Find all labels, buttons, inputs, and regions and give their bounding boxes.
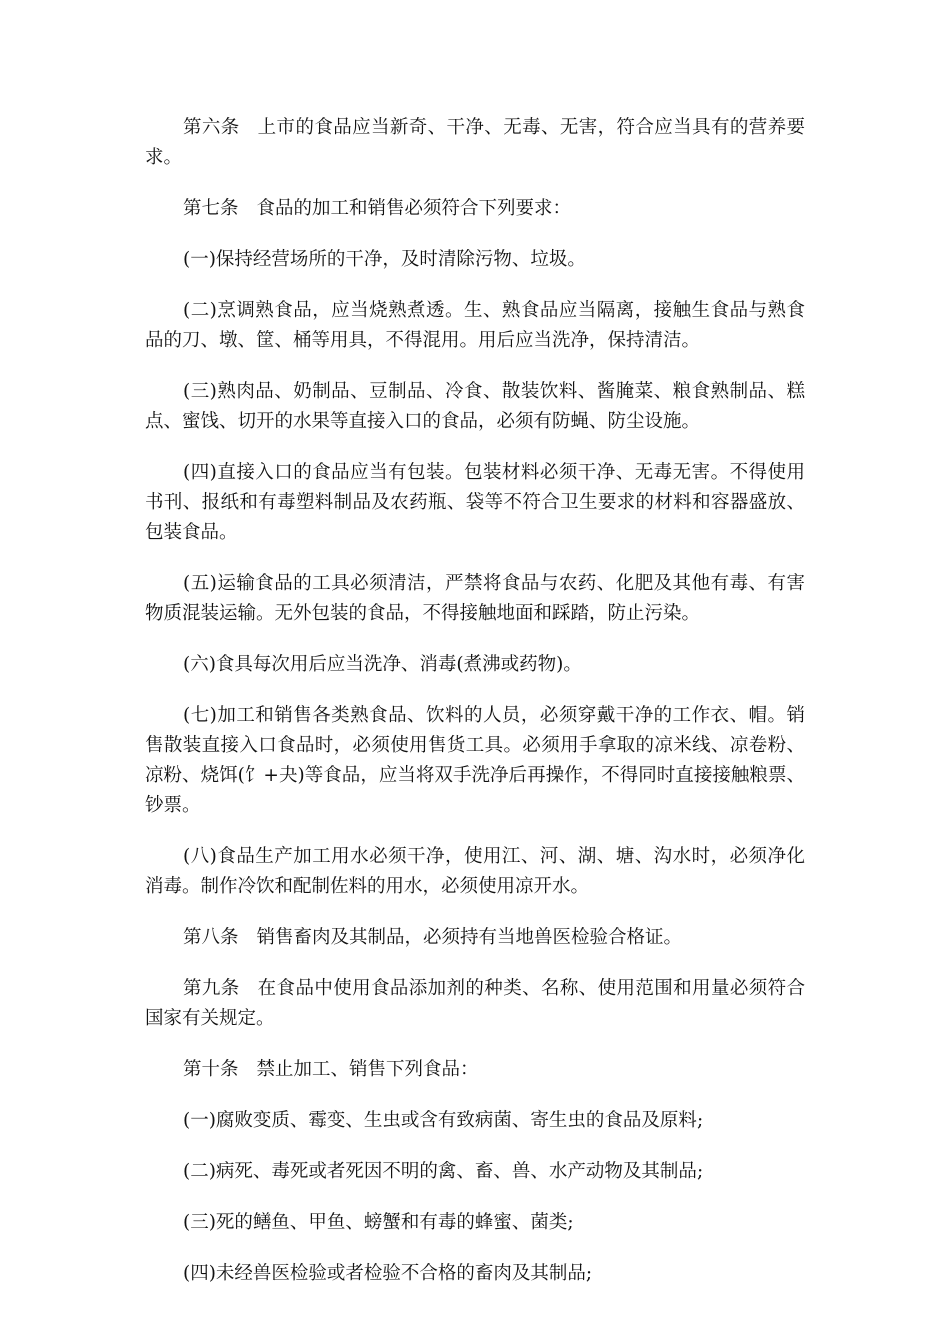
paragraph-text: 上市的食品应当新奇、干净、无毒、无害，符合应当具有的营养要求。 — [145, 117, 805, 168]
article-7-item-6 — [145, 650, 805, 680]
article-10-item-1 — [145, 1106, 805, 1136]
paragraph-text: (四)未经兽医检验或者检验不合格的畜肉及其制品; — [183, 1263, 593, 1284]
article-9-paragraph — [145, 974, 805, 1034]
paragraph-text: 禁止加工、销售下列食品： — [256, 1059, 479, 1080]
article-6-paragraph — [145, 113, 805, 173]
paragraph-text: (三)熟肉品、奶制品、豆制品、冷食、散装饮料、酱腌菜、粮食熟制品、糕点、蜜饯、切开的水果等直接入口的食品，必须有防蝇、防尘设施。 — [145, 381, 805, 432]
paragraph-text: (八)食品生产加工用水必须干净，使用江、河、湖、塘、沟水时，必须净化消毒。制作冷饮和配制佐料的用水，必须使用凉开水。 — [145, 846, 805, 897]
article-7-item-8 — [145, 842, 805, 902]
paragraph-text: 销售畜肉及其制品，必须持有当地兽医检验合格证。 — [256, 927, 683, 948]
article-number: 第十条 — [183, 1059, 239, 1080]
paragraph-text: (二)病死、毒死或者死因不明的禽、畜、兽、水产动物及其制品; — [183, 1161, 704, 1182]
article-number: 第六条 — [183, 117, 240, 138]
paragraph-text: (三)死的鳝鱼、甲鱼、螃蟹和有毒的蜂蜜、菌类; — [183, 1212, 574, 1233]
article-10-paragraph — [145, 1055, 805, 1085]
article-10-item-2 — [145, 1157, 805, 1187]
article-number: 第七条 — [183, 198, 239, 219]
article-7-item-2 — [145, 296, 805, 356]
paragraph-text: (二)烹调熟食品，应当烧熟煮透。生、熟食品应当隔离，接触生食品与熟食品的刀、墩、筐、桶等用具，不得混用。用后应当洗净，保持清洁。 — [145, 300, 805, 351]
paragraph-text: 食品的加工和销售必须符合下列要求： — [256, 198, 572, 219]
article-number: 第八条 — [183, 927, 239, 948]
article-7-item-3 — [145, 377, 805, 437]
paragraph-text: (六)食具每次用后应当洗净、消毒(煮沸或药物)。 — [183, 654, 582, 675]
article-7-item-1 — [145, 245, 805, 275]
article-10-item-3 — [145, 1208, 805, 1238]
paragraph-text: (五)运输食品的工具必须清洁，严禁将食品与农药、化肥及其他有毒、有害物质混装运输。无外包装的食品，不得接触地面和踩踏，防止污染。 — [145, 573, 805, 624]
article-7-item-7 — [145, 701, 805, 821]
article-number: 第九条 — [183, 978, 240, 999]
paragraph-text: (一)腐败变质、霉变、生虫或含有致病菌、寄生虫的食品及原料; — [183, 1110, 704, 1131]
paragraph-text: (四)直接入口的食品应当有包装。包装材料必须干净、无毒无害。不得使用书刊、报纸和有毒塑料制品及农药瓶、袋等不符合卫生要求的材料和容器盛放、包装食品。 — [145, 462, 805, 543]
document-page — [145, 113, 805, 1310]
paragraph-text: (一)保持经营场所的干净，及时清除污物、垃圾。 — [183, 249, 586, 270]
article-7-item-5 — [145, 569, 805, 629]
paragraph-text: 在食品中使用食品添加剂的种类、名称、使用范围和用量必须符合国家有关规定。 — [145, 978, 805, 1029]
paragraph-text: (七)加工和销售各类熟食品、饮料的人员，必须穿戴干净的工作衣、帽。销售散装直接入口食品时，必须使用售货工具。必须用手拿取的凉米线、凉卷粉、凉粉、烧饵(饣+夬)等食品，应当将双手洗净后再操作，不得同时直接接触粮票、钞票。 — [145, 705, 805, 816]
article-7-item-4 — [145, 458, 805, 548]
article-10-item-4 — [145, 1259, 805, 1289]
article-8-paragraph — [145, 923, 805, 953]
article-7-paragraph — [145, 194, 805, 224]
